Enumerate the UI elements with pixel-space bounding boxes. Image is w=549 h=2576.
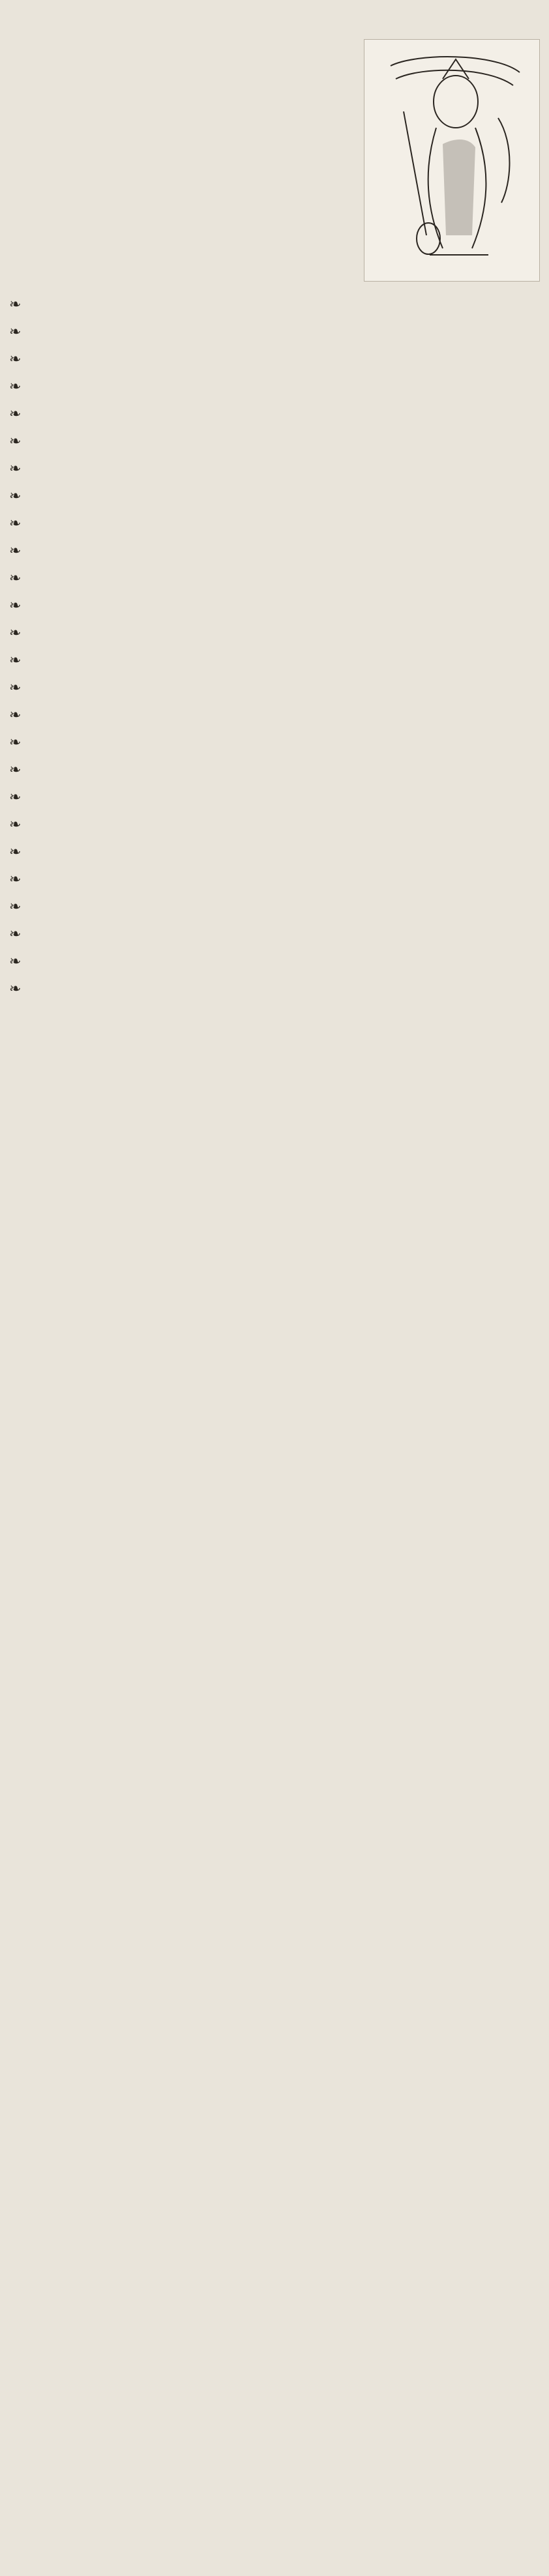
bullet-icon: ❧ (9, 680, 22, 696)
bullet-icon: ❧ (9, 789, 22, 806)
song-example-item (9, 321, 540, 348)
song-example-item (9, 978, 540, 1005)
bullet-icon: ❧ (9, 899, 22, 915)
bullet-icon: ❧ (9, 981, 22, 997)
song-example-item (9, 348, 540, 375)
song-example-item (9, 594, 540, 622)
song-example-item (9, 786, 540, 813)
song-example-item (9, 622, 540, 649)
bullet-icon: ❧ (9, 488, 22, 505)
song-example-item (9, 540, 540, 567)
illustration-frame (364, 39, 540, 282)
article-title (9, 5, 540, 30)
song-example-item (9, 403, 540, 430)
song-example-item (9, 677, 540, 704)
bullet-icon: ❧ (9, 954, 22, 970)
intro-block-with-illustration (9, 37, 540, 287)
song-example-item (9, 458, 540, 485)
bullet-icon: ❧ (9, 351, 22, 368)
bullet-icon: ❧ (9, 871, 22, 888)
bullet-icon: ❧ (9, 598, 22, 614)
bullet-icon: ❧ (9, 762, 22, 778)
song-example-item (9, 704, 540, 731)
bullet-icon: ❧ (9, 543, 22, 559)
song-example-item (9, 430, 540, 458)
bullet-icon: ❧ (9, 707, 22, 724)
bullet-icon: ❧ (9, 433, 22, 450)
bullet-icon: ❧ (9, 379, 22, 395)
bullet-icon: ❧ (9, 324, 22, 340)
bullet-icon: ❧ (9, 844, 22, 860)
song-example-item (9, 649, 540, 677)
song-example-item (9, 950, 540, 978)
song-example-item (9, 512, 540, 540)
song-example-item (9, 759, 540, 786)
bullet-icon: ❧ (9, 926, 22, 943)
bullet-icon: ❧ (9, 297, 22, 313)
bullet-icon: ❧ (9, 652, 22, 669)
bullet-icon: ❧ (9, 461, 22, 477)
song-example-item (9, 293, 540, 321)
bullet-icon: ❧ (9, 625, 22, 641)
song-examples-list (9, 293, 540, 1005)
bullet-icon: ❧ (9, 570, 22, 587)
song-example-item (9, 731, 540, 759)
song-example-item (9, 813, 540, 841)
song-example-item (9, 923, 540, 950)
bullet-icon: ❧ (9, 817, 22, 833)
song-example-item (9, 485, 540, 512)
bullet-icon: ❧ (9, 735, 22, 751)
song-example-item (9, 375, 540, 403)
song-example-item (9, 896, 540, 923)
bullet-icon: ❧ (9, 406, 22, 422)
song-example-item (9, 841, 540, 868)
deity-with-tambura-icon (364, 40, 539, 281)
bullet-icon: ❧ (9, 516, 22, 532)
song-example-item (9, 868, 540, 896)
song-example-item (9, 567, 540, 594)
